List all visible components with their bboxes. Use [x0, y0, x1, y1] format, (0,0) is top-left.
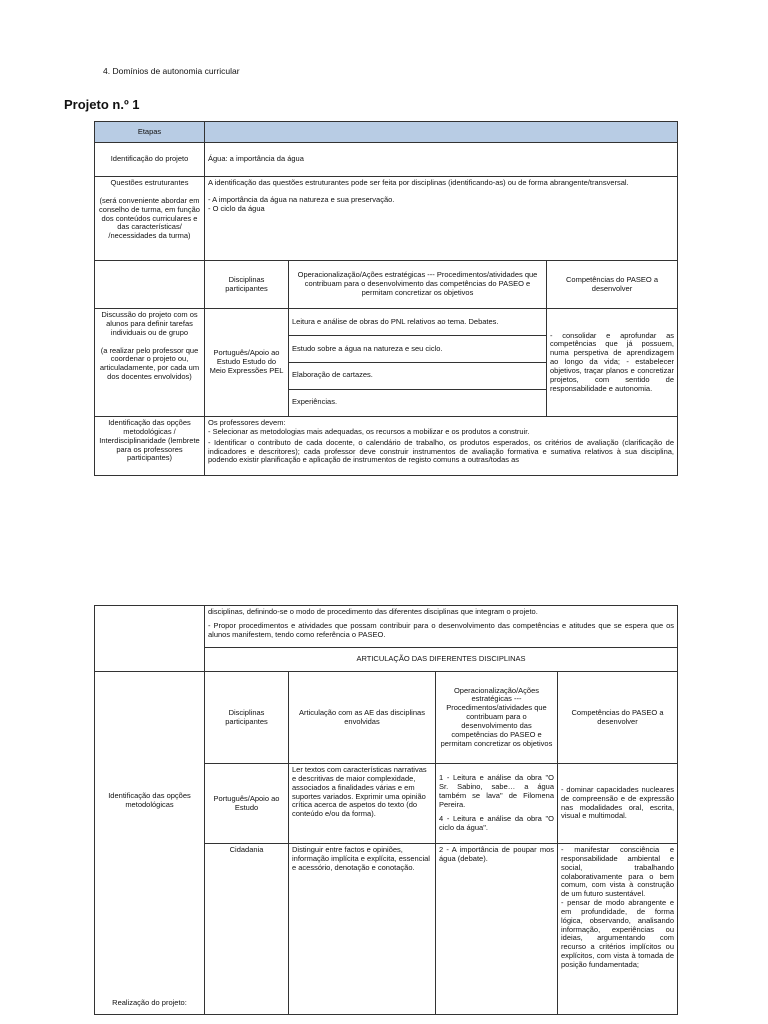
questoes-note: (será conveniente abordar em conselho de turma, em função dos conteúdos curriculares e das características/ /necessidades da turma) [99, 195, 200, 241]
empty-cell [95, 606, 205, 672]
discussao-cell [95, 309, 205, 417]
etapas-header: Etapas [95, 122, 205, 143]
discussao-note: (a realizar pelo professor que coordenar o projeto ou, articuladamente, por cada um dos docentes envolvidos) [99, 345, 200, 382]
row1-oper-item: 4 - Leitura e análise da obra "O ciclo da água". [439, 814, 554, 833]
questoes-item: - O ciclo da água [208, 203, 265, 213]
col-competencias: Competências do PASEO a desenvolver [547, 261, 678, 309]
continuation-cell [205, 606, 678, 648]
activity-item: Leitura e análise de obras do PNL relativos ao tema. Debates. [289, 309, 546, 336]
ident-value: Água: a importância da água [205, 143, 678, 177]
opcoes-label: Identificação das opções metodológicas / Interdisciplinaridade (lembrete para os professores participantes) [95, 417, 205, 476]
col-disciplinas: Disciplinas participantes [205, 672, 289, 764]
activity-item: Experiências. [292, 397, 338, 407]
row2-disciplina: Cidadania [205, 844, 289, 1015]
questoes-content [205, 177, 678, 261]
opcoes-left-cell [95, 672, 205, 1015]
project-title: Projeto n.º 1 [64, 97, 140, 112]
row2-oper: 2 - A importância de poupar mos água (debate). [436, 844, 558, 1015]
row2-competencias-cell [558, 844, 678, 1015]
activities-cell [289, 309, 547, 417]
questoes-item: - A importância da água na natureza e sua preservação. [208, 194, 395, 204]
questoes-label: Questões estruturantes [110, 178, 189, 187]
col-operacionalizacao: Operacionalização/Ações estratégicas --- Procedimentos/atividades que contribuam para o desenvolvimento das competências do PASEO e permitam concretizar os objetivos [289, 261, 547, 309]
opcoes-intro: Os professores devem: [208, 418, 286, 427]
questoes-text: A identificação das questões estruturantes pode ser feita por disciplinas (identificando-as) ou de forma abrangente/transversal. [208, 178, 629, 187]
section-title: 4. Domínios de autonomia curricular [103, 66, 240, 76]
row1-oper-cell [436, 764, 558, 844]
project-table-2 [94, 605, 678, 1015]
empty-cell [95, 261, 205, 309]
questoes-label-cell [95, 177, 205, 261]
competencias-text: - consolidar e aprofundar as competências que já possuem, numa perspetiva de aprendizagem ao longo da vida; - estabelecer objetivos, traçar planos e concretizar projetos, com sentido de responsabilidade e autonomia. [547, 309, 678, 417]
activity-item: Elaboração de cartazes. [289, 363, 546, 390]
col-operacionalizacao: Operacionalização/Ações estratégicas --- Procedimentos/atividades que contribuam para o desenvolvimento das competências do PASEO e permitam concretizar os objetivos [436, 672, 558, 764]
discussao-label: Discussão do projeto com os alunos para definir tarefas individuais ou de grupo [101, 310, 198, 337]
col-articulacao-ae: Articulação com as AE das disciplinas envolvidas [289, 672, 436, 764]
col-disciplinas: Disciplinas participantes [205, 261, 289, 309]
continuation-text: - Propor procedimentos e atividades que possam contribuir para o desenvolvimento das competências e atitudes que se espera que os alunos manifestem, tendo como referência o PASEO. [208, 620, 675, 639]
activities-list [289, 309, 546, 416]
disciplinas-list: Português/Apoio ao Estudo Estudo do Meio Expressões PEL [205, 309, 289, 417]
realizacao-label: Realização do projeto: [112, 998, 187, 1008]
row1-competencias: - dominar capacidades nucleares de compreensão e de expressão nas modalidades oral, escrita, visual e multimodal. [558, 764, 678, 844]
col-competencias: Competências do PASEO a desenvolver [558, 672, 678, 764]
continuation-text: disciplinas, definindo-se o modo de procedimento das diferentes disciplinas que integram o projeto. [208, 607, 538, 616]
row2-competencia-item: - pensar de modo abrangente e em profundidade, de forma lógica, observando, analisando informação, experiências ou ideias, argumentando com recurso a critérios implícitos ou explícitos, com vista à tomada de posição fundamentada; [561, 898, 675, 969]
opcoes-content [205, 417, 678, 476]
opcoes-item: - Selecionar as metodologias mais adequadas, os recursos a mobilizar e os produtos a construir. [208, 426, 530, 436]
row2-ae: Distinguir entre factos e opiniões, informação implícita e explícita, essencial e acessório, denotação e conotação. [289, 844, 436, 1015]
etapas-header-fill [205, 122, 678, 143]
opcoes-left-label: Identificação das opções metodológicas [108, 791, 191, 809]
row2-competencia-item: - manifestar consciência e responsabilidade ambiental e social, trabalhando colaborativamente para o bem comum, com vista à construção de um futuro sustentável. [561, 845, 675, 899]
opcoes-item: - Identificar o contributo de cada docente, o calendário de trabalho, os produtos esperados, os critérios de avaliação (clarificação de indicadores e descritores); cada professor deve construir instrumentos de avaliação formativa e sumativa relativos à sua disciplina, podendo existir planificação e aplicação de instrumentos de registo comuns a outras/todas as [208, 437, 675, 465]
activity-item: Estudo sobre a água na natureza e seu ciclo. [289, 336, 546, 363]
row1-ae: Ler textos com características narrativas e descritivas de maior complexidade, associados a finalidades várias e em suportes variados. Exprimir uma opinião crítica acerca de aspetos do texto (do conteúdo e/ou da forma). [289, 764, 436, 844]
ident-label: Identificação do projeto [95, 143, 205, 177]
row1-oper-item: 1 - Leitura e análise da obra "O Sr. Sabino, sabe… a água também se lava" de Filomena Pereira. [439, 772, 554, 809]
row1-disciplina: Português/Apoio ao Estudo [205, 764, 289, 844]
articulacao-title: ARTICULAÇÃO DAS DIFERENTES DISCIPLINAS [205, 648, 678, 672]
project-table-1 [94, 121, 678, 476]
